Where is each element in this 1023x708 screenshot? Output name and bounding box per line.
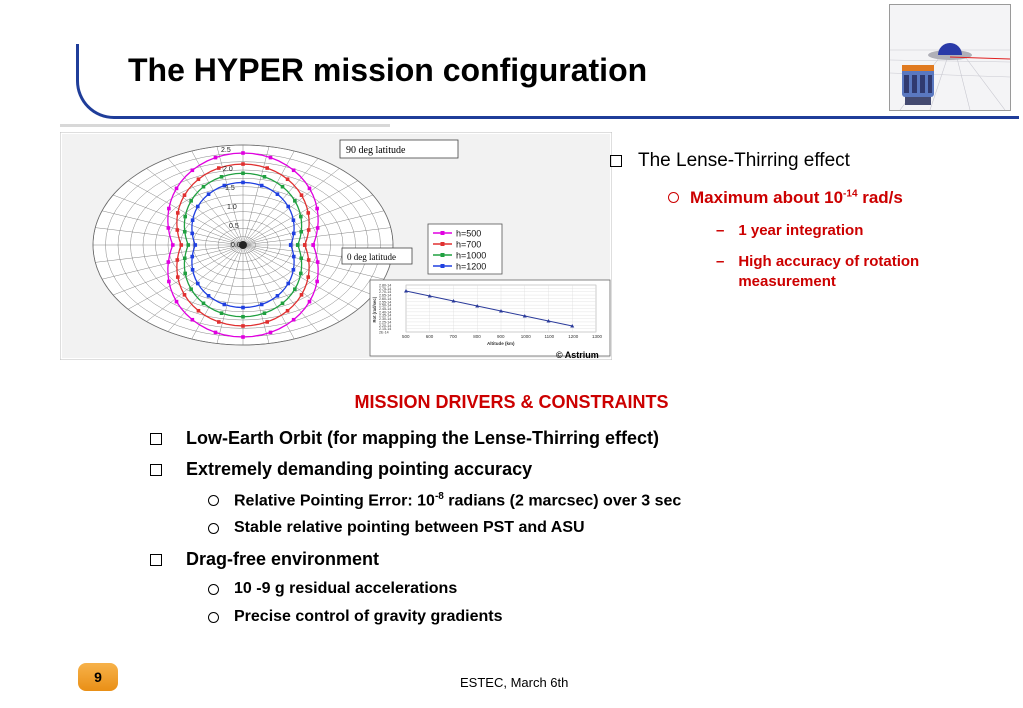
bullet-text: High accuracy of rotation measurement — [738, 253, 920, 290]
inset-xtick: 500 — [402, 334, 410, 339]
curve-marker — [191, 268, 195, 272]
curve-marker — [296, 243, 300, 247]
curve-marker — [241, 162, 245, 166]
curve-marker — [306, 211, 310, 215]
curve-marker — [197, 177, 201, 181]
inset-xtick: 700 — [449, 334, 458, 339]
curve-marker — [193, 243, 197, 247]
curve-marker — [292, 218, 296, 222]
curve-marker — [303, 243, 307, 247]
curve-marker — [315, 207, 319, 211]
square-bullet-icon — [150, 433, 162, 445]
square-bullet-icon — [610, 155, 622, 167]
inset-xlabel: Altitude (km) — [487, 341, 515, 346]
curve-marker — [220, 311, 224, 315]
curve-marker — [167, 280, 171, 284]
curve-marker — [183, 272, 187, 276]
scale-label: 0.0 — [231, 242, 241, 249]
curve-marker — [176, 275, 180, 279]
inset-ytick: 2E-14 — [379, 330, 389, 335]
list-item-text: 10 -9 g residual accelerations — [234, 580, 458, 597]
page-number: 9 — [78, 663, 118, 691]
curve-marker — [202, 301, 206, 305]
bullet-text — [690, 188, 903, 208]
curve-marker — [265, 166, 269, 170]
text-part: Maximum about 10 — [690, 188, 844, 207]
inset-chart — [370, 280, 610, 356]
bullet-maximum — [668, 188, 903, 208]
curve-marker — [265, 320, 269, 324]
curve-marker — [183, 230, 187, 234]
circle-bullet-icon — [208, 495, 219, 506]
curve-marker — [299, 230, 303, 234]
curve-marker — [167, 207, 171, 211]
curve-marker — [292, 168, 296, 172]
footer-text: ESTEC, March 6th — [460, 675, 569, 690]
curve-marker — [176, 228, 180, 232]
curve-marker — [183, 293, 187, 297]
legend-marker — [441, 264, 445, 268]
curve-marker — [308, 300, 312, 304]
legend-label: h=1000 — [456, 250, 487, 261]
legend-marker — [441, 231, 445, 235]
inset-ytick: 2.40-14 — [379, 310, 392, 315]
inset-ytick: 2.30-14 — [379, 317, 392, 322]
curve-marker — [286, 177, 290, 181]
scale-label: 1.0 — [227, 204, 237, 211]
label-90: 90 deg latitude — [346, 145, 406, 156]
legend-label: h=700 — [456, 239, 482, 250]
curve-marker — [167, 260, 171, 264]
curve-marker — [241, 315, 245, 319]
curve-marker — [311, 243, 315, 247]
list-subitem — [208, 519, 585, 537]
bullet-text: 1 year integration — [738, 222, 864, 239]
curve-marker — [179, 243, 183, 247]
inset-xtick: 800 — [473, 334, 481, 339]
list-item-text: Drag-free environment — [186, 549, 380, 569]
curve-marker — [189, 287, 193, 291]
inset-xtick: 1100 — [544, 334, 555, 339]
superscript: -8 — [434, 491, 444, 502]
satellite-thumbnail — [889, 4, 1011, 111]
curve-marker — [241, 151, 245, 155]
curve-marker — [300, 193, 304, 197]
curve-marker — [191, 168, 195, 172]
curve-marker — [260, 303, 264, 307]
list-item-text — [234, 491, 681, 510]
cropped-text-strip — [0, 116, 1023, 130]
heading-text: MISSION DRIVERS & CONSTRAINTS — [354, 392, 669, 412]
inset-ylabel: Rot (rad/sec) — [372, 296, 377, 323]
curve-marker — [241, 171, 245, 175]
text-part: rad/s — [857, 188, 903, 207]
inset-ytick: 2.70-14 — [379, 290, 392, 295]
curve-marker — [315, 280, 319, 284]
list-item — [150, 428, 659, 449]
curve-marker — [286, 205, 290, 209]
curve-marker — [299, 256, 303, 260]
curve-marker — [186, 243, 190, 247]
curve-marker — [292, 255, 296, 259]
curve-marker — [308, 187, 312, 191]
curve-marker — [289, 243, 293, 247]
bullet-lense-thirring — [610, 150, 850, 172]
curve-marker — [241, 181, 245, 185]
legend-label: h=1200 — [456, 261, 487, 272]
scale-label: 1.5 — [225, 185, 235, 192]
curve-marker — [217, 320, 221, 324]
inset-xtick: 1200 — [568, 334, 579, 339]
inset-ytick: 2.55-14 — [379, 300, 392, 305]
curve-marker — [293, 199, 297, 203]
curve-marker — [167, 226, 171, 230]
curve-marker — [223, 303, 227, 307]
text-part: radians (2 marcsec) over 3 sec — [443, 492, 682, 510]
circle-bullet-icon — [208, 584, 219, 595]
curve-marker — [316, 260, 320, 264]
text-part: Relative Pointing Error: 10 — [234, 492, 435, 510]
inset-ytick: 2.80-14 — [379, 283, 392, 288]
square-bullet-icon — [150, 464, 162, 476]
curve-marker — [292, 268, 296, 272]
circle-bullet-icon — [668, 192, 679, 203]
curve-marker — [196, 282, 200, 286]
curve-marker — [191, 318, 195, 322]
scale-label: 2.5 — [221, 147, 231, 154]
curve-marker — [189, 199, 193, 203]
curve-marker — [300, 293, 304, 297]
curve-marker — [176, 258, 180, 262]
inset-xtick: 900 — [497, 334, 505, 339]
inset-ytick: 2.25-14 — [379, 320, 392, 325]
curve-marker — [307, 228, 311, 232]
legend-label: h=500 — [456, 228, 482, 239]
inset-ytick: 2.50-14 — [379, 303, 392, 308]
inset-ytick: 2.20-14 — [379, 323, 392, 328]
label-0: 0 deg latitude — [347, 252, 396, 262]
curve-marker — [299, 215, 303, 219]
square-bullet-icon — [150, 554, 162, 566]
curve-marker — [260, 184, 264, 188]
list-item-text: Precise control of gravity gradients — [234, 608, 503, 625]
curve-marker — [241, 306, 245, 310]
curve-marker — [207, 192, 211, 196]
curve-marker — [175, 187, 179, 191]
curve-marker — [190, 232, 194, 236]
curve-marker — [293, 287, 297, 291]
curve-marker — [183, 193, 187, 197]
lense-thirring-figure — [60, 132, 612, 360]
curve-marker — [276, 192, 280, 196]
dash-bullet: – — [716, 253, 725, 270]
curve-marker — [286, 309, 290, 313]
inset-ytick: 2.35-14 — [379, 313, 392, 318]
curve-marker — [171, 243, 175, 247]
curve-marker — [190, 255, 194, 259]
curve-marker — [307, 258, 311, 262]
curve-marker — [241, 324, 245, 328]
curve-marker — [292, 318, 296, 322]
inset-ytick: 2.75-14 — [379, 286, 392, 291]
curve-marker — [276, 294, 280, 298]
list-subitem — [208, 580, 457, 598]
dash-bullet: – — [716, 222, 725, 239]
inset-ytick: 2.65-14 — [379, 293, 392, 298]
superscript: -14 — [843, 188, 858, 200]
curve-marker — [217, 166, 221, 170]
list-item-text: Low-Earth Orbit (for mapping the Lense-Thirring effect) — [186, 428, 660, 448]
list-item-text: Extremely demanding pointing accuracy — [186, 459, 533, 479]
inset-ytick: 2.15-14 — [379, 327, 392, 332]
list-subitem — [208, 608, 503, 626]
list-subitem — [208, 491, 681, 510]
curve-marker — [207, 294, 211, 298]
legend-marker — [441, 242, 445, 246]
legend-marker — [441, 253, 445, 257]
curve-marker — [191, 218, 195, 222]
curve-marker — [183, 256, 187, 260]
curve-marker — [196, 205, 200, 209]
scale-label: 2.0 — [223, 166, 233, 173]
scale-label: 0.5 — [229, 223, 239, 230]
inset-xtick: 1000 — [520, 334, 531, 339]
curve-marker — [183, 215, 187, 219]
curve-marker — [281, 185, 285, 189]
curve-marker — [214, 156, 218, 160]
curve-marker — [263, 175, 267, 179]
curve-marker — [286, 282, 290, 286]
figure-legend — [428, 224, 502, 274]
section-heading — [0, 392, 1023, 413]
circle-bullet-icon — [208, 612, 219, 623]
inset-ytick: 2.45-14 — [379, 307, 392, 311]
list-item — [150, 549, 379, 570]
curve-marker — [292, 232, 296, 236]
curve-marker — [202, 185, 206, 189]
curve-marker — [176, 211, 180, 215]
list-item-text: Stable relative pointing between PST and ASU — [234, 519, 585, 536]
curve-marker — [299, 272, 303, 276]
list-item — [150, 459, 532, 480]
page-title: The HYPER mission configuration — [128, 52, 648, 88]
inset-xtick: 1300 — [592, 334, 603, 339]
curve-marker — [269, 156, 273, 160]
bullet-integration — [716, 221, 996, 241]
curve-marker — [306, 275, 310, 279]
curve-marker — [269, 331, 273, 335]
curve-marker — [241, 335, 245, 339]
curve-marker — [263, 311, 267, 315]
inset-xtick: 600 — [425, 334, 434, 339]
bullet-text: The Lense-Thirring effect — [638, 150, 850, 171]
bullet-accuracy — [716, 252, 996, 292]
curve-marker — [316, 226, 320, 230]
circle-bullet-icon — [208, 523, 219, 534]
curve-marker — [175, 300, 179, 304]
figure-credit: © Astrium — [556, 350, 599, 360]
curve-marker — [220, 175, 224, 179]
curve-marker — [214, 331, 218, 335]
curve-marker — [281, 301, 285, 305]
inset-ytick: 2.60-14 — [379, 296, 392, 301]
curve-marker — [197, 309, 201, 313]
